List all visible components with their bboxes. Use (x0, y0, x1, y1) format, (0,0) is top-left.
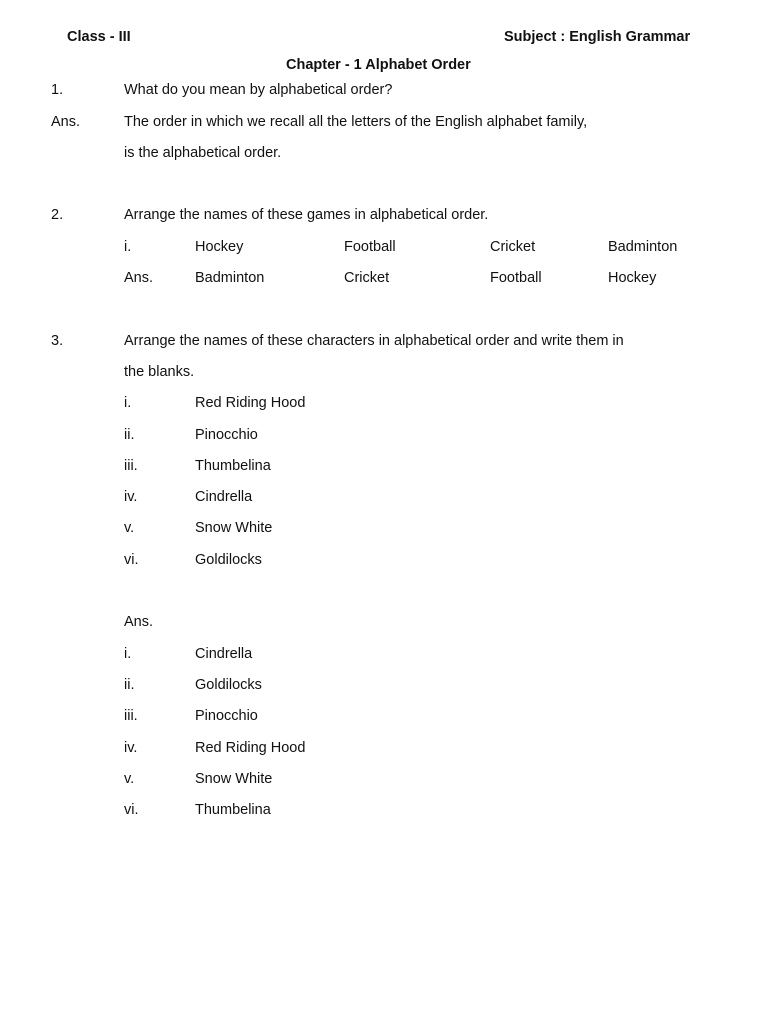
q3-item-name: Cindrella (195, 489, 253, 505)
q3-answer-name: Pinocchio (195, 708, 258, 724)
q3-ans-label: Ans. (124, 614, 154, 630)
q2-number: 2. (51, 207, 64, 223)
q2-game: Cricket (490, 239, 536, 255)
q3-number: 3. (51, 333, 64, 349)
q3-answer-name: Snow White (195, 771, 273, 787)
q1-number: 1. (51, 82, 64, 98)
q1-ans-label: Ans. (51, 114, 81, 130)
q2-game: Hockey (195, 239, 244, 255)
q3-item-name: Red Riding Hood (195, 395, 306, 411)
q3-item-num: i. (124, 395, 132, 411)
q2-ans-label: Ans. (124, 270, 154, 286)
q3-answer-num: vi. (124, 802, 139, 818)
q2-question: Arrange the names of these games in alphabetical order. (124, 207, 489, 223)
q3-item-num: iii. (124, 458, 138, 474)
q3-item-name: Thumbelina (195, 458, 271, 474)
q3-question-line2: the blanks. (124, 364, 195, 380)
chapter-title: Chapter - 1 Alphabet Order (286, 57, 471, 73)
q3-item-num: iv. (124, 489, 138, 505)
q3-item-num: v. (124, 520, 135, 536)
q3-answer-num: iv. (124, 740, 138, 756)
q3-answer-num: v. (124, 771, 135, 787)
q3-answer-name: Goldilocks (195, 677, 262, 693)
q1-answer-line1: The order in which we recall all the letters of the English alphabet family, (124, 114, 588, 130)
q2-answer: Hockey (608, 270, 657, 286)
q3-answer-name: Red Riding Hood (195, 740, 306, 756)
q3-answer-num: i. (124, 646, 132, 662)
q3-item-name: Pinocchio (195, 427, 258, 443)
class-label: Class - III (67, 29, 131, 45)
q2-game: Football (344, 239, 396, 255)
q1-question: What do you mean by alphabetical order? (124, 82, 393, 98)
q3-item-name: Goldilocks (195, 552, 262, 568)
q3-item-num: vi. (124, 552, 139, 568)
q3-answer-num: ii. (124, 677, 135, 693)
subject-label: Subject : English Grammar (504, 29, 691, 45)
q3-answer-num: iii. (124, 708, 138, 724)
q2-row-label: i. (124, 239, 132, 255)
q3-answer-name: Cindrella (195, 646, 253, 662)
q2-answer: Cricket (344, 270, 390, 286)
q1-answer-line2: is the alphabetical order. (124, 145, 282, 161)
q3-question-line1: Arrange the names of these characters in alphabetical order and write them in (124, 333, 624, 349)
q3-answer-name: Thumbelina (195, 802, 271, 818)
q2-answer: Badminton (195, 270, 265, 286)
q3-item-num: ii. (124, 427, 135, 443)
q3-item-name: Snow White (195, 520, 273, 536)
q2-answer: Football (490, 270, 542, 286)
q2-game: Badminton (608, 239, 678, 255)
